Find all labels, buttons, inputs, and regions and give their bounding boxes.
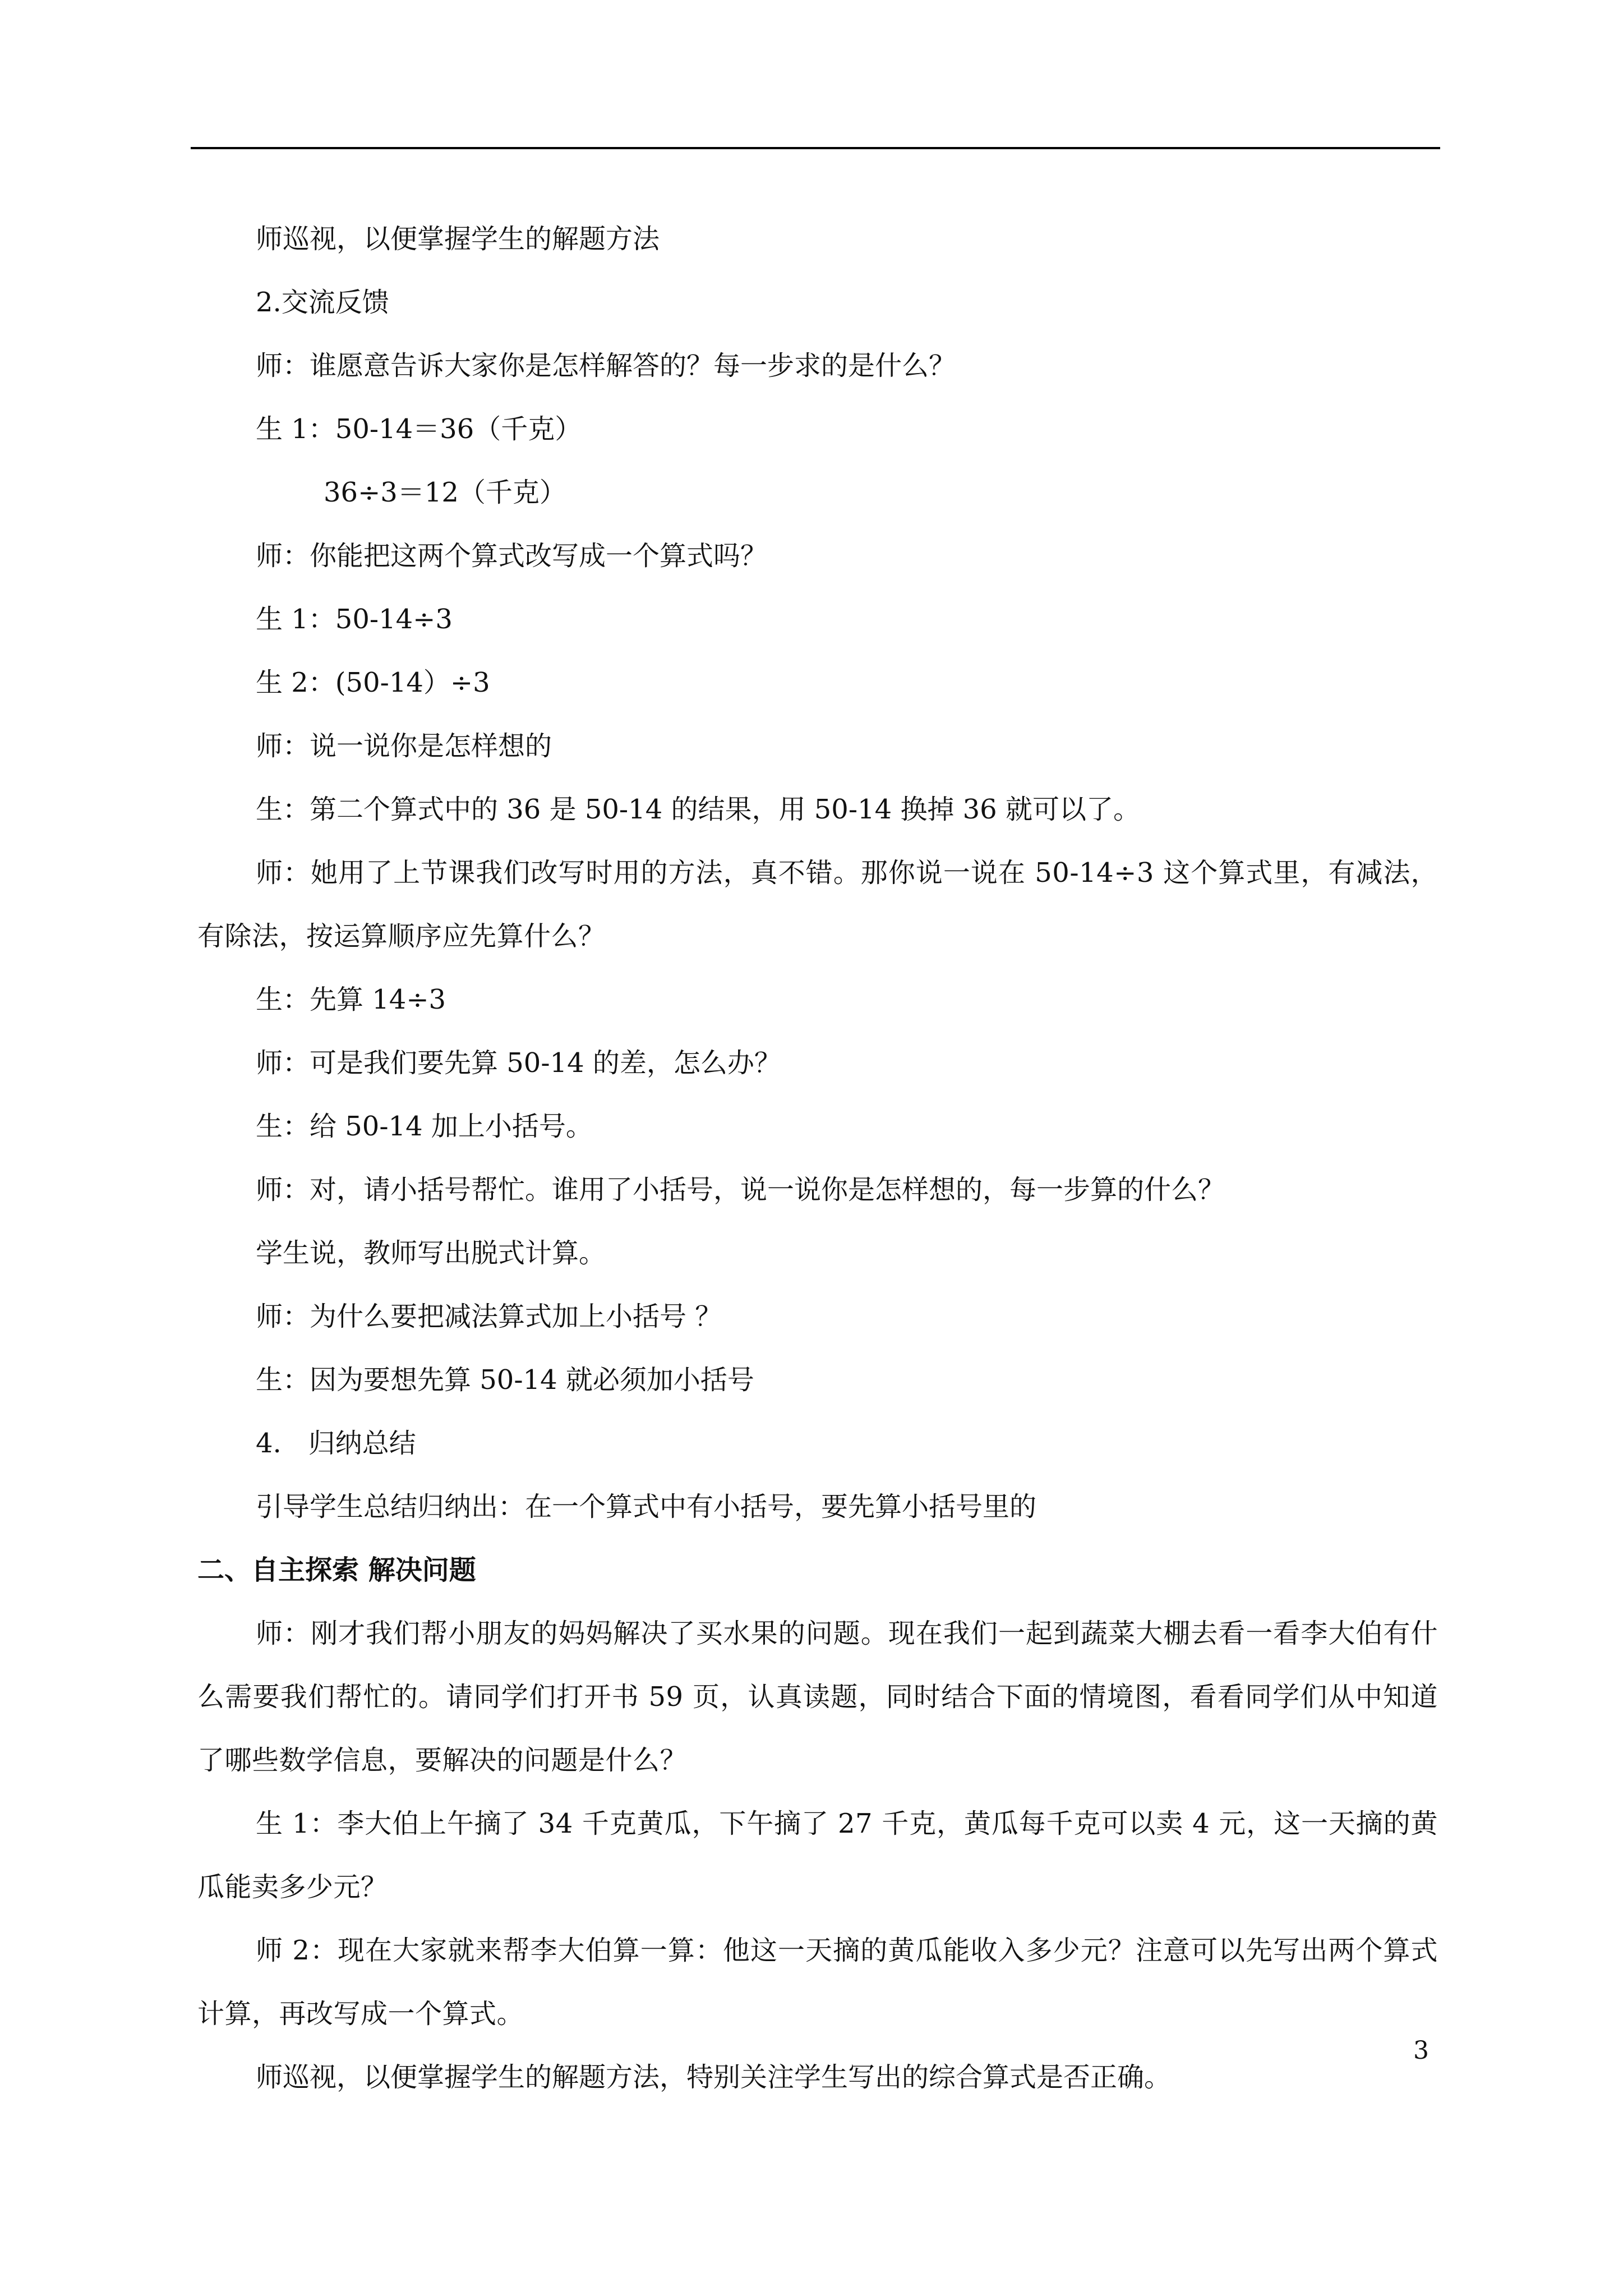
header-rule bbox=[191, 147, 1440, 149]
body-line: 2.交流反馈 bbox=[256, 287, 389, 318]
body-line: 师巡视，以便掌握学生的解题方法，特别关注学生写出的综合算式是否正确。 bbox=[256, 2062, 1172, 2093]
body-line: 生 1：50-14＝36（千克） bbox=[256, 413, 582, 445]
body-line: 生 2：(50-14）÷3 bbox=[256, 667, 490, 698]
page-body bbox=[197, 208, 1438, 2109]
body-paragraph: 师 2：现在大家就来帮李大伯算一算：他这一天摘的黄瓜能收入多少元？注意可以先写出两个算式计算，再改写成一个算式。 bbox=[197, 1935, 1438, 2030]
body-line: 学生说，教师写出脱式计算。 bbox=[256, 1237, 606, 1269]
body-line: 师：可是我们要先算 50-14 的差，怎么办？ bbox=[256, 1047, 781, 1079]
body-line: 师：对，请小括号帮忙。谁用了小括号，说一说你是怎样想的，每一步算的什么？ bbox=[256, 1174, 1225, 1205]
body-line: 生：因为要想先算 50-14 就必须加小括号 bbox=[256, 1364, 754, 1396]
body-line: 师巡视，以便掌握学生的解题方法 bbox=[256, 223, 660, 255]
body-line: 师：谁愿意告诉大家你是怎样解答的？每一步求的是什么？ bbox=[256, 350, 956, 381]
body-line: 生：给 50-14 加上小括号。 bbox=[256, 1111, 593, 1142]
body-paragraph: 师：刚才我们帮小朋友的妈妈解决了买水果的问题。现在我们一起到蔬菜大棚去看一看李大伯有什么需要我们帮忙的。请同学们打开书 59 页，认真读题，同时结合下面的情境图，看看同学们从中知道了哪些数学信息，要解决的问题是什么？ bbox=[197, 1618, 1438, 1776]
body-line: 生 1：50-14÷3 bbox=[256, 604, 453, 635]
body-line: 4. 归纳总结 bbox=[256, 1428, 416, 1459]
body-line: 生：第二个算式中的 36 是 50-14 的结果，用 50-14 换掉 36 就可以了。 bbox=[256, 794, 1140, 825]
body-line: 生：先算 14÷3 bbox=[256, 984, 446, 1015]
body-line: 师：说一说你是怎样想的 bbox=[256, 730, 552, 762]
section-heading: 二、自主探索 解决问题 bbox=[197, 1554, 476, 1586]
page-number: 3 bbox=[1413, 2036, 1429, 2065]
body-line: 师：你能把这两个算式改写成一个算式吗？ bbox=[256, 540, 768, 572]
body-paragraph: 生 1：李大伯上午摘了 34 千克黄瓜，下午摘了 27 千克，黄瓜每千克可以卖 4 元，这一天摘的黄瓜能卖多少元？ bbox=[197, 1808, 1438, 1903]
body-line: 引导学生总结归纳出：在一个算式中有小括号，要先算小括号里的 bbox=[256, 1491, 1037, 1522]
body-line: 36÷3＝12（千克） bbox=[324, 477, 566, 508]
body-line: 师：为什么要把减法算式加上小括号 ？ bbox=[256, 1301, 722, 1332]
body-paragraph: 师：她用了上节课我们改写时用的方法，真不错。那你说一说在 50-14÷3 这个算式里，有减法，有除法，按运算顺序应先算什么？ bbox=[197, 857, 1438, 952]
